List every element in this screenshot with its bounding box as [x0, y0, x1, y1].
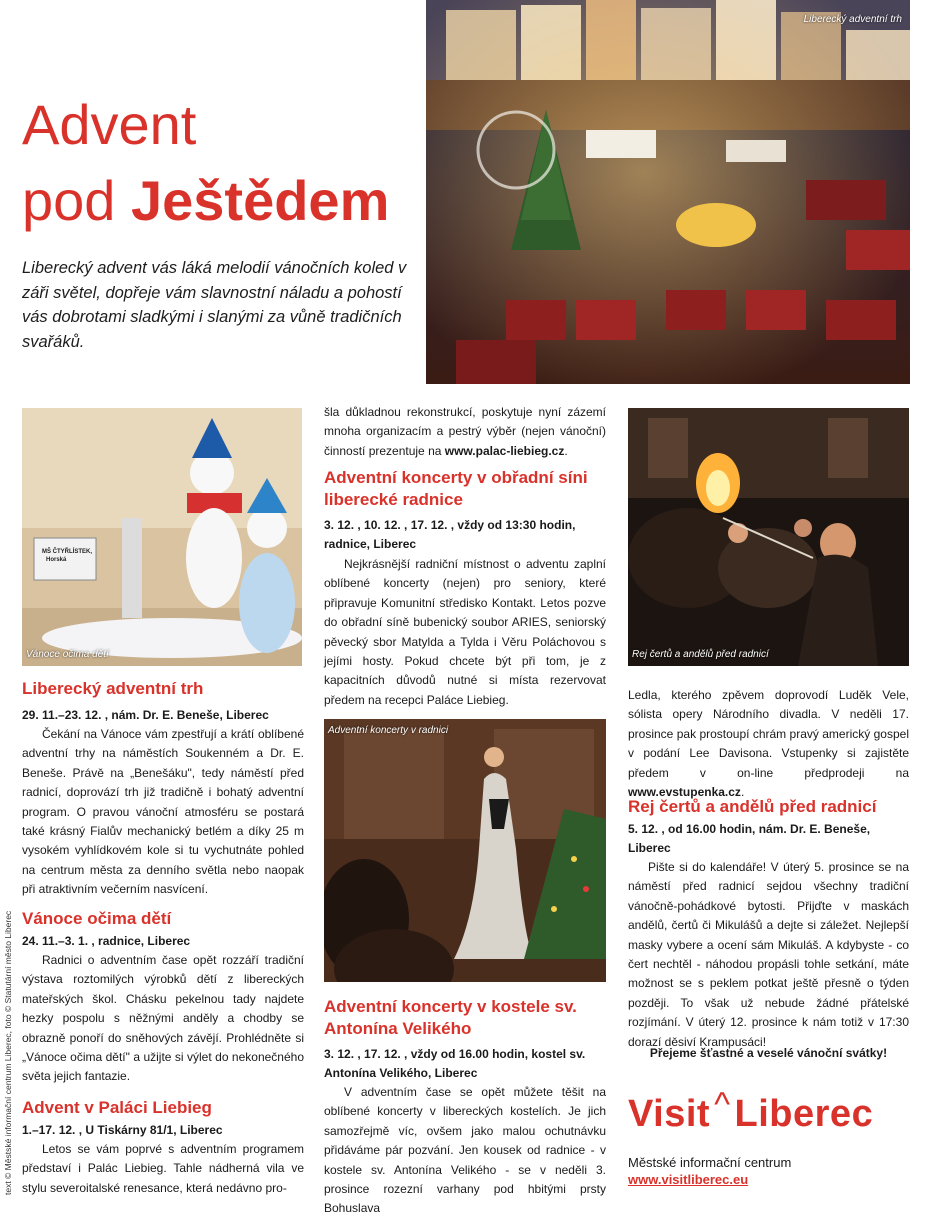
kids-sign-line2: Horská	[46, 557, 67, 563]
kids-sign	[42, 548, 92, 564]
section-title-rej: Rej čertů a andělů před radnicí	[628, 797, 877, 816]
section-meta-obradni-sin: 3. 12. , 10. 12. , 17. 12. , vždy od 13:30 hodin, radnice, Liberec	[324, 518, 576, 551]
market-photo-caption: Liberecký adventní trh	[803, 14, 902, 25]
body-text: Pište si do kalendáře! V úterý 5. prosince se na náměstí před radnicí sejdou všechny tradiční vánočně-pohádkové bytosti. Přijďte v maskách andělů, čertů či Mikulášů a dejte si záležet. Nejlepší masky vybere a ocení sám Mikuláš. A kdybyste - co čert nechtěl - náhodou propásli tohle setkání, máte možnost se s peklem potkat ještě přesně o týden později. To však už nebude žádné přátelské rozjímání. V úterý 12. prosince k nám totiž v 17:30 dorazí děsiví Krampusáci!	[628, 860, 909, 1049]
body-text: Radnici o adventním čase opět rozzáří tradiční výstava roztomilých výrobků dětí z libereckých mateřských škol. Chásku pekelnou tady najdete hezky pospolu s něžnými anděly a chodby se obrazně ponoří do sněhových závějí. Prohlédněte si „Vánoce očima dětí" a užijte si výlet do nekonečného světa jejich fantazie.	[22, 953, 304, 1084]
section-title-market: Liberecký adventní trh	[22, 679, 204, 698]
concert-photo	[324, 719, 606, 982]
intro-text: Liberecký advent vás láká melodií vánočních koled v záři světel, dopřeje vám slavnostní náladu a pohostí vás dobrotami sladkými i slanými za vůně tradičních svařáků.	[22, 259, 407, 351]
continued-suffix: .	[564, 443, 568, 458]
section-title-obradni-sin: Adventní koncerty v obřadní síni liberecké radnice	[324, 468, 588, 509]
page-title-line1: Advent	[22, 93, 197, 156]
liebieg-continued	[324, 403, 606, 461]
title-bold: Ještědem	[131, 169, 390, 232]
section-body-market	[22, 725, 304, 900]
credit-text: text © Městské informační centrum Liberec, foto © Statutární město Liberec	[3, 910, 13, 1195]
kids-photo-caption: Vánoce očima dětí	[26, 649, 109, 660]
logo-left: Visit	[628, 1093, 711, 1135]
section-meta-market: 29. 11.–23. 12. , nám. Dr. E. Beneše, Liberec	[22, 708, 269, 722]
kids-photo	[22, 408, 302, 666]
body-text: Letos se vám poprvé s adventním programem představí i Palác Liebieg. Tahle nádherná vila ve stylu severoitalské renesance, která nedávno pro-	[22, 1142, 304, 1195]
evstupenka-link[interactable]: www.evstupenka.cz	[628, 785, 741, 800]
concert-photo-caption: Adventní koncerty v radnici	[328, 725, 449, 736]
section-meta-rej: 5. 12. , od 16.00 hodin, nám. Dr. E. Beneše, Liberec	[628, 822, 871, 855]
section-body-liebieg	[22, 1140, 304, 1198]
body-text: Čekání na Vánoce vám zpestřují a krátí oblíbené adventní trhy na náměstích Soukenném a Dr. E. Beneše. Právě na „Benešáku", tedy náměstí před radnicí, doprovází trh již tradičně i bohatý adventní program. O pravou vánoční atmosféru se postará také krásný Fialův mechanický betlém a díky 25 m vysokém vyhlídkovém kole si tu vychutnáte pohled na centrum města za denního světla nebo naopak při atraktivním večerním nasvícení.	[22, 727, 304, 897]
continued-suffix: .	[740, 785, 745, 800]
section-body-rej	[628, 858, 909, 1052]
title-prefix: pod	[22, 169, 131, 232]
section-title-liebieg: Advent v Paláci Liebieg	[22, 1098, 212, 1117]
fire-photo	[628, 408, 909, 666]
section-title-kostel: Adventní koncerty v kostele sv. Antonína Velikého	[324, 997, 577, 1038]
section-title-kids: Vánoce očima dětí	[22, 909, 172, 928]
section-body-kids	[22, 951, 304, 1087]
section-meta-kostel: 3. 12. , 17. 12. , vždy od 16.00 hodin, kostel sv. Antonína Velikého, Liberec	[324, 1047, 586, 1080]
body-text: V adventním čase se opět můžete těšit na oblíbené koncerty v libereckých kostelích. Je jich samozřejmě víc, ovšem jako malou ochutnávku přidáváme pár pozvání. Jen kousek od radnice - v kostele sv. Antonína Velikého - se v neděli 3. prosince rozezní varhany pod hbitými prsty Bohuslava	[324, 1085, 606, 1216]
visit-liberec-logo[interactable]	[628, 1086, 873, 1136]
continued-text: šla důkladnou rekonstrukcí, poskytuje nyní zázemí mnoha organizacím a pestrý výběr (nejen vánoční) činností prezentuje na	[324, 405, 606, 458]
caret-icon: ^	[714, 1086, 731, 1124]
section-meta-liebieg: 1.–17. 12. , U Tiskárny 81/1, Liberec	[22, 1123, 223, 1137]
info-center-name: Městské informační centrum	[628, 1155, 792, 1170]
continued-text: Ledla, kterého zpěvem doprovodí Luděk Vele, sólista opery Národního divadla. V neděli 17. prosince pak prostoupí chrám pravý americký gospel v podání Lee Davisona. Vstupenky si zajistěte předem v on-line předprodeji na	[628, 688, 909, 780]
section-meta-kids: 24. 11.–3. 1. , radnice, Liberec	[22, 934, 191, 948]
page-title-line2	[22, 169, 390, 232]
kids-sign-line1: MŠ ČTYŘLÍSTEK,	[42, 549, 93, 555]
logo-right: Liberec	[734, 1093, 874, 1135]
fire-photo-caption: Rej čertů a andělů před radnicí	[632, 649, 769, 660]
section-body-kostel	[324, 1083, 606, 1219]
market-photo	[426, 0, 910, 384]
season-greeting: Přejeme šťastné a veselé vánoční svátky!	[649, 1046, 888, 1060]
kostel-continued	[628, 686, 909, 802]
palac-link[interactable]: www.palac-liebieg.cz	[444, 443, 565, 458]
body-text: Nejkrásnější radniční místnost o adventu zaplní oblíbené koncerty (nejen) pro seniory, které připravuje Komunitní středisko Kontakt. Letos pozve do obřadní síně bubenický soubor ARIES, seniorský pěvecký sbor Matylda a Tylda i Věru Poláchovou s jejími hosty. Pokud chcete být při tom, je z kapacitních důvodů nutné si místa rezervovat předem na recepci Paláce Liebieg.	[324, 557, 606, 707]
section-body-obradni-sin	[324, 555, 606, 710]
visitliberec-link[interactable]: www.visitliberec.eu	[628, 1172, 749, 1187]
